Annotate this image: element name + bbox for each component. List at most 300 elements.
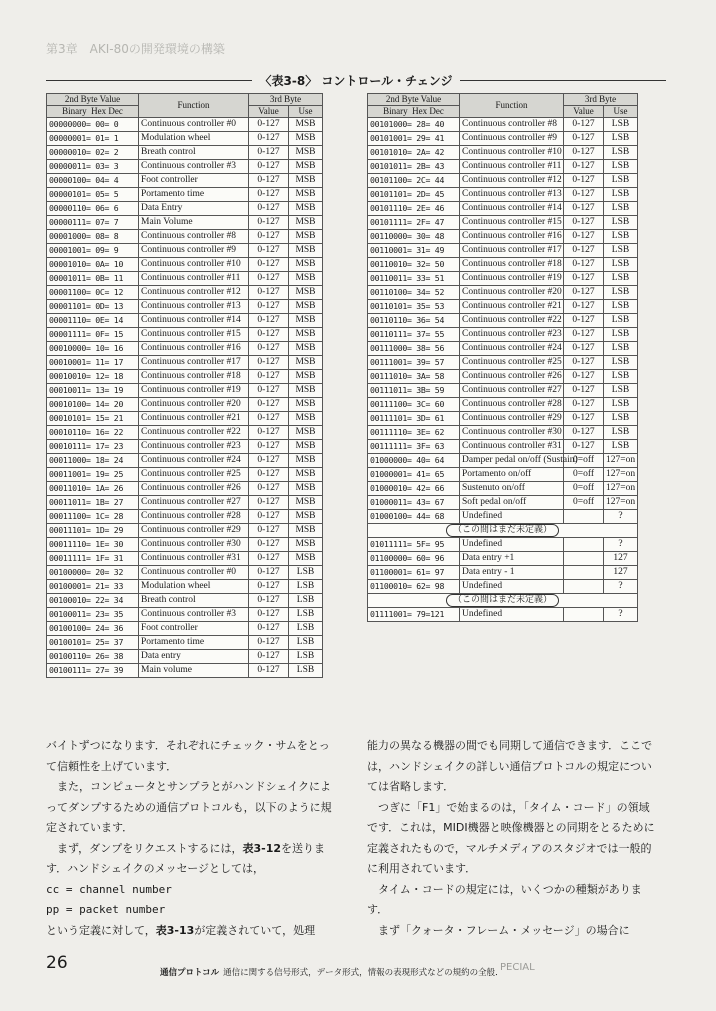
byte-code-cell: 00000011= 03= 3: [47, 160, 139, 174]
use-cell: LSB: [604, 370, 638, 384]
use-cell: LSB: [604, 398, 638, 412]
use-cell: MSB: [289, 440, 323, 454]
function-cell: Continuous controller #19: [139, 384, 249, 398]
table-row: [47, 118, 323, 132]
body-text-right: [367, 736, 659, 941]
function-cell: Continuous controller #20: [139, 398, 249, 412]
use-cell: 127=on: [604, 468, 638, 482]
function-cell: Continuous controller #24: [139, 454, 249, 468]
use-cell: MSB: [289, 286, 323, 300]
value-cell: 0-127: [564, 440, 604, 454]
use-cell: LSB: [604, 426, 638, 440]
undefined-range-note: （この間はまだ未定義）: [368, 524, 638, 538]
byte-code-cell: 00010011= 13= 19: [47, 384, 139, 398]
byte-code-cell: 00100111= 27= 39: [47, 664, 139, 678]
table-row: [47, 398, 323, 412]
byte-code-cell: 00101100= 2C= 44: [368, 174, 460, 188]
table-row: [47, 370, 323, 384]
function-cell: Data entry - 1: [460, 566, 564, 580]
use-cell: MSB: [289, 244, 323, 258]
table-row: [47, 426, 323, 440]
table-row: [368, 594, 638, 608]
byte-code-cell: 00101011= 2B= 43: [368, 160, 460, 174]
value-cell: 0-127: [249, 510, 289, 524]
table-row: [368, 370, 638, 384]
byte-code-cell: 00110000= 30= 48: [368, 230, 460, 244]
table-row: [47, 524, 323, 538]
table-row: [368, 524, 638, 538]
byte-code-cell: 00010101= 15= 21: [47, 412, 139, 426]
function-cell: Continuous controller #15: [139, 328, 249, 342]
use-cell: LSB: [604, 202, 638, 216]
paragraph: まず「クォータ・フレーム・メッセージ」の場合に: [367, 923, 630, 937]
byte-code-cell: 00101110= 2E= 46: [368, 202, 460, 216]
use-cell: LSB: [289, 580, 323, 594]
paragraph: バイトずつになります．それぞれにチェック・サムをとって信頼性を上げています．: [46, 739, 330, 773]
value-cell: 0-127: [249, 244, 289, 258]
use-cell: LSB: [604, 440, 638, 454]
value-cell: 0-127: [249, 160, 289, 174]
paragraph: という定義に対して，表3-13が定義されていて，処理: [46, 923, 316, 937]
use-cell: LSB: [289, 566, 323, 580]
function-cell: Continuous controller #0: [139, 566, 249, 580]
code-line: pp = packet number: [46, 903, 166, 916]
value-cell: 0-127: [564, 300, 604, 314]
function-cell: Breath control: [139, 594, 249, 608]
table-row: [47, 300, 323, 314]
byte-code-cell: 01011111= 5F= 95: [368, 538, 460, 552]
table-row: [47, 286, 323, 300]
byte-code-cell: 00100001= 21= 33: [47, 580, 139, 594]
value-cell: 0-127: [564, 286, 604, 300]
function-cell: Continuous controller #18: [139, 370, 249, 384]
table-row: [47, 440, 323, 454]
value-cell: 0-127: [249, 664, 289, 678]
byte-code-cell: 00101101= 2D= 45: [368, 188, 460, 202]
table-row: [47, 384, 323, 398]
value-cell: 0-127: [564, 258, 604, 272]
function-cell: Continuous controller #14: [139, 314, 249, 328]
table-row: [47, 146, 323, 160]
use-cell: MSB: [289, 342, 323, 356]
byte-code-cell: 00110001= 31= 49: [368, 244, 460, 258]
function-cell: Portamento time: [139, 188, 249, 202]
table-row: [368, 552, 638, 566]
value-cell: [564, 608, 604, 622]
use-cell: LSB: [604, 384, 638, 398]
value-cell: [564, 552, 604, 566]
use-cell: LSB: [604, 356, 638, 370]
value-cell: 0-127: [564, 398, 604, 412]
byte-code-cell: 00011111= 1F= 31: [47, 552, 139, 566]
byte-code-cell: 00010010= 12= 18: [47, 370, 139, 384]
function-cell: Continuous controller #18: [460, 258, 564, 272]
function-cell: Continuous controller #12: [460, 174, 564, 188]
function-cell: Continuous controller #28: [139, 510, 249, 524]
byte-code-cell: 00111101= 3D= 61: [368, 412, 460, 426]
value-cell: 0=off: [564, 496, 604, 510]
function-cell: Continuous controller #28: [460, 398, 564, 412]
use-cell: MSB: [289, 524, 323, 538]
byte-code-cell: 01100010= 62= 98: [368, 580, 460, 594]
function-cell: Continuous controller #30: [139, 538, 249, 552]
table-row: [368, 426, 638, 440]
byte-code-cell: 00010111= 17= 23: [47, 440, 139, 454]
value-cell: [564, 538, 604, 552]
function-cell: Continuous controller #23: [139, 440, 249, 454]
byte-code-cell: 00111010= 3A= 58: [368, 370, 460, 384]
byte-code-cell: 01000001= 41= 65: [368, 468, 460, 482]
use-cell: LSB: [289, 594, 323, 608]
table-row: [47, 258, 323, 272]
function-cell: Continuous controller #13: [460, 188, 564, 202]
value-cell: 0-127: [249, 398, 289, 412]
table-row: [368, 468, 638, 482]
footer-brand: PECIAL: [500, 962, 535, 973]
function-cell: Foot controller: [139, 622, 249, 636]
byte-code-cell: 00001111= 0F= 15: [47, 328, 139, 342]
use-cell: MSB: [289, 552, 323, 566]
use-cell: 127: [604, 552, 638, 566]
function-cell: Continuous controller #16: [460, 230, 564, 244]
byte-code-cell: 00100000= 20= 32: [47, 566, 139, 580]
byte-code-cell: 01000000= 40= 64: [368, 454, 460, 468]
byte-code-cell: 00001001= 09= 9: [47, 244, 139, 258]
use-cell: MSB: [289, 510, 323, 524]
function-cell: Continuous controller #25: [460, 356, 564, 370]
use-cell: ?: [604, 538, 638, 552]
table-row: [47, 482, 323, 496]
value-cell: 0-127: [564, 384, 604, 398]
function-cell: Continuous controller #15: [460, 216, 564, 230]
function-cell: Continuous controller #10: [139, 258, 249, 272]
function-cell: Undefined: [460, 538, 564, 552]
table-row: [368, 300, 638, 314]
table-row: [368, 174, 638, 188]
control-change-table-right: [367, 93, 638, 622]
use-cell: MSB: [289, 146, 323, 160]
table-row: [368, 258, 638, 272]
table-row: [47, 412, 323, 426]
value-cell: 0-127: [249, 426, 289, 440]
use-cell: LSB: [604, 286, 638, 300]
value-cell: 0-127: [564, 412, 604, 426]
function-cell: Continuous controller #9: [139, 244, 249, 258]
table-row: [368, 384, 638, 398]
header-3rd-byte: 3rd Byte: [249, 94, 323, 106]
use-cell: LSB: [604, 118, 638, 132]
value-cell: 0-127: [564, 230, 604, 244]
use-cell: MSB: [289, 482, 323, 496]
value-cell: 0-127: [249, 118, 289, 132]
table-row: [368, 118, 638, 132]
function-cell: Continuous controller #11: [139, 272, 249, 286]
use-cell: LSB: [604, 132, 638, 146]
byte-code-cell: 00111000= 38= 56: [368, 342, 460, 356]
use-cell: MSB: [289, 174, 323, 188]
table-row: [368, 412, 638, 426]
value-cell: 0=off: [564, 468, 604, 482]
value-cell: 0-127: [249, 286, 289, 300]
table-row: [47, 132, 323, 146]
function-cell: Continuous controller #29: [460, 412, 564, 426]
header-value: Value: [564, 106, 604, 118]
byte-code-cell: 00000000= 00= 0: [47, 118, 139, 132]
use-cell: LSB: [604, 272, 638, 286]
byte-code-cell: 00111100= 3C= 60: [368, 398, 460, 412]
header-3rd-byte: 3rd Byte: [564, 94, 638, 106]
function-cell: Continuous controller #8: [460, 118, 564, 132]
table-row: [47, 202, 323, 216]
value-cell: 0-127: [249, 496, 289, 510]
value-cell: 0-127: [249, 384, 289, 398]
use-cell: MSB: [289, 258, 323, 272]
header-function: Function: [139, 94, 249, 118]
table-row: [47, 636, 323, 650]
value-cell: 0-127: [249, 454, 289, 468]
function-cell: Continuous controller #31: [139, 552, 249, 566]
function-cell: Damper pedal on/off (Sustain): [460, 454, 564, 468]
table-row: [368, 160, 638, 174]
value-cell: 0-127: [564, 370, 604, 384]
byte-code-cell: 00000110= 06= 6: [47, 202, 139, 216]
use-cell: LSB: [604, 300, 638, 314]
function-cell: Continuous controller #21: [139, 412, 249, 426]
table-row: [47, 272, 323, 286]
byte-code-cell: 00001110= 0E= 14: [47, 314, 139, 328]
use-cell: LSB: [289, 636, 323, 650]
value-cell: 0-127: [564, 216, 604, 230]
header-value: Value: [249, 106, 289, 118]
table-row: [368, 356, 638, 370]
byte-code-cell: 00100011= 23= 35: [47, 608, 139, 622]
value-cell: 0-127: [249, 342, 289, 356]
byte-code-cell: 00111110= 3E= 62: [368, 426, 460, 440]
byte-code-cell: 00000010= 02= 2: [47, 146, 139, 160]
byte-code-cell: 00010100= 14= 20: [47, 398, 139, 412]
function-cell: Foot controller: [139, 174, 249, 188]
use-cell: 127: [604, 566, 638, 580]
table-row: [368, 510, 638, 524]
function-cell: Continuous controller #25: [139, 468, 249, 482]
use-cell: LSB: [604, 328, 638, 342]
table-row: [47, 174, 323, 188]
byte-code-cell: 00110100= 34= 52: [368, 286, 460, 300]
value-cell: 0-127: [564, 174, 604, 188]
byte-code-cell: 00000101= 05= 5: [47, 188, 139, 202]
value-cell: 0-127: [249, 146, 289, 160]
function-cell: Continuous controller #21: [460, 300, 564, 314]
byte-code-cell: 00010000= 10= 16: [47, 342, 139, 356]
value-cell: 0-127: [249, 636, 289, 650]
use-cell: LSB: [604, 258, 638, 272]
byte-code-cell: 01000100= 44= 68: [368, 510, 460, 524]
table-title: 〈表3-8〉 コントロール・チェンジ: [259, 73, 453, 88]
use-cell: MSB: [289, 370, 323, 384]
table-row: [47, 314, 323, 328]
function-cell: Continuous controller #17: [139, 356, 249, 370]
value-cell: 0-127: [249, 538, 289, 552]
byte-code-cell: 00011110= 1E= 30: [47, 538, 139, 552]
function-cell: Continuous controller #3: [139, 608, 249, 622]
footer-text: 通信に関する信号形式，データ形式，情報の表現形式などの規約の全般．: [223, 968, 504, 978]
table-row: [368, 398, 638, 412]
function-cell: Portamento time: [139, 636, 249, 650]
use-cell: LSB: [604, 244, 638, 258]
function-cell: Continuous controller #16: [139, 342, 249, 356]
table-row: [47, 580, 323, 594]
value-cell: 0-127: [564, 356, 604, 370]
byte-code-cell: 00100100= 24= 36: [47, 622, 139, 636]
value-cell: 0-127: [564, 426, 604, 440]
value-cell: 0-127: [249, 328, 289, 342]
function-cell: Undefined: [460, 608, 564, 622]
value-cell: 0-127: [564, 146, 604, 160]
function-cell: Main volume: [139, 664, 249, 678]
table-row: [368, 272, 638, 286]
table-row: [47, 244, 323, 258]
use-cell: LSB: [604, 160, 638, 174]
function-cell: Continuous controller #20: [460, 286, 564, 300]
function-cell: Continuous controller #10: [460, 146, 564, 160]
use-cell: LSB: [604, 314, 638, 328]
title-rule-right: [460, 80, 666, 81]
value-cell: 0-127: [564, 160, 604, 174]
title-rule-left: [46, 80, 252, 81]
control-change-table-left: [46, 93, 323, 678]
table-row: [47, 468, 323, 482]
byte-code-cell: 00110010= 32= 50: [368, 258, 460, 272]
function-cell: Continuous controller #27: [460, 384, 564, 398]
function-cell: Continuous controller #30: [460, 426, 564, 440]
function-cell: Continuous controller #29: [139, 524, 249, 538]
use-cell: MSB: [289, 384, 323, 398]
value-cell: 0-127: [249, 524, 289, 538]
function-cell: Data Entry: [139, 202, 249, 216]
header-2nd-byte: 2nd Byte Value: [47, 94, 139, 106]
byte-code-cell: 01000011= 43= 67: [368, 496, 460, 510]
value-cell: 0-127: [249, 230, 289, 244]
table-row: [47, 594, 323, 608]
use-cell: 127=on: [604, 496, 638, 510]
byte-code-cell: 00011001= 19= 25: [47, 468, 139, 482]
function-cell: Continuous controller #24: [460, 342, 564, 356]
value-cell: 0-127: [564, 314, 604, 328]
header-function: Function: [460, 94, 564, 118]
function-cell: Continuous controller #19: [460, 272, 564, 286]
value-cell: 0-127: [564, 342, 604, 356]
byte-code-cell: 00001100= 0C= 12: [47, 286, 139, 300]
value-cell: 0-127: [249, 272, 289, 286]
byte-code-cell: 00101010= 2A= 42: [368, 146, 460, 160]
table-row: [47, 552, 323, 566]
use-cell: MSB: [289, 468, 323, 482]
use-cell: MSB: [289, 202, 323, 216]
use-cell: LSB: [604, 146, 638, 160]
table-row: [368, 440, 638, 454]
byte-code-cell: 00110011= 33= 51: [368, 272, 460, 286]
byte-code-cell: 00001011= 0B= 11: [47, 272, 139, 286]
byte-code-cell: 00011100= 1C= 28: [47, 510, 139, 524]
function-cell: Data entry +1: [460, 552, 564, 566]
use-cell: MSB: [289, 230, 323, 244]
value-cell: 0-127: [564, 202, 604, 216]
function-cell: Continuous controller #11: [460, 160, 564, 174]
value-cell: 0-127: [249, 132, 289, 146]
value-cell: 0-127: [249, 594, 289, 608]
byte-code-cell: 00010110= 16= 22: [47, 426, 139, 440]
byte-code-cell: 00111001= 39= 57: [368, 356, 460, 370]
value-cell: [564, 510, 604, 524]
use-cell: MSB: [289, 188, 323, 202]
page-number: 26: [46, 953, 68, 973]
use-cell: LSB: [604, 342, 638, 356]
byte-code-cell: 00011010= 1A= 26: [47, 482, 139, 496]
table-row: [47, 496, 323, 510]
table-ref: 表3-12: [242, 841, 281, 855]
value-cell: 0-127: [564, 118, 604, 132]
function-cell: Undefined: [460, 580, 564, 594]
table-title-row: [46, 72, 666, 88]
function-cell: Continuous controller #9: [460, 132, 564, 146]
table-row: [47, 188, 323, 202]
function-cell: Continuous controller #26: [139, 482, 249, 496]
table-row: [368, 286, 638, 300]
table-row: [47, 622, 323, 636]
table-row: [368, 496, 638, 510]
use-cell: ?: [604, 580, 638, 594]
byte-code-cell: 00011011= 1B= 27: [47, 496, 139, 510]
use-cell: MSB: [289, 300, 323, 314]
byte-code-cell: 00111011= 3B= 59: [368, 384, 460, 398]
value-cell: 0-127: [249, 552, 289, 566]
byte-code-cell: 01100000= 60= 96: [368, 552, 460, 566]
use-cell: 127=on: [604, 482, 638, 496]
table-row: [47, 664, 323, 678]
table-row: [368, 482, 638, 496]
table-row: [368, 328, 638, 342]
byte-code-cell: 00100010= 22= 34: [47, 594, 139, 608]
use-cell: LSB: [604, 216, 638, 230]
function-cell: Main Volume: [139, 216, 249, 230]
value-cell: 0-127: [249, 300, 289, 314]
value-cell: 0-127: [249, 216, 289, 230]
use-cell: MSB: [289, 454, 323, 468]
function-cell: Continuous controller #26: [460, 370, 564, 384]
byte-code-cell: 01100001= 61= 97: [368, 566, 460, 580]
function-cell: Continuous controller #17: [460, 244, 564, 258]
table-row: [368, 566, 638, 580]
table-row: [368, 342, 638, 356]
byte-code-cell: 00110111= 37= 55: [368, 328, 460, 342]
function-cell: Undefined: [460, 510, 564, 524]
byte-code-cell: 00011000= 18= 24: [47, 454, 139, 468]
use-cell: MSB: [289, 328, 323, 342]
use-cell: MSB: [289, 538, 323, 552]
byte-code-cell: 00110101= 35= 53: [368, 300, 460, 314]
use-cell: ?: [604, 608, 638, 622]
body-text-left: [46, 736, 336, 941]
byte-code-cell: 00101111= 2F= 47: [368, 216, 460, 230]
function-cell: Continuous controller #3: [139, 160, 249, 174]
paragraph: 能力の異なる機器の間でも同期して通信できます．ここでは，ハンドシェイクの詳しい通信プロトコルの規定については省略します．: [367, 739, 653, 793]
value-cell: 0-127: [249, 566, 289, 580]
byte-code-cell: 00100110= 26= 38: [47, 650, 139, 664]
table-row: [368, 202, 638, 216]
value-cell: [564, 566, 604, 580]
table-row: [47, 454, 323, 468]
value-cell: 0-127: [249, 412, 289, 426]
